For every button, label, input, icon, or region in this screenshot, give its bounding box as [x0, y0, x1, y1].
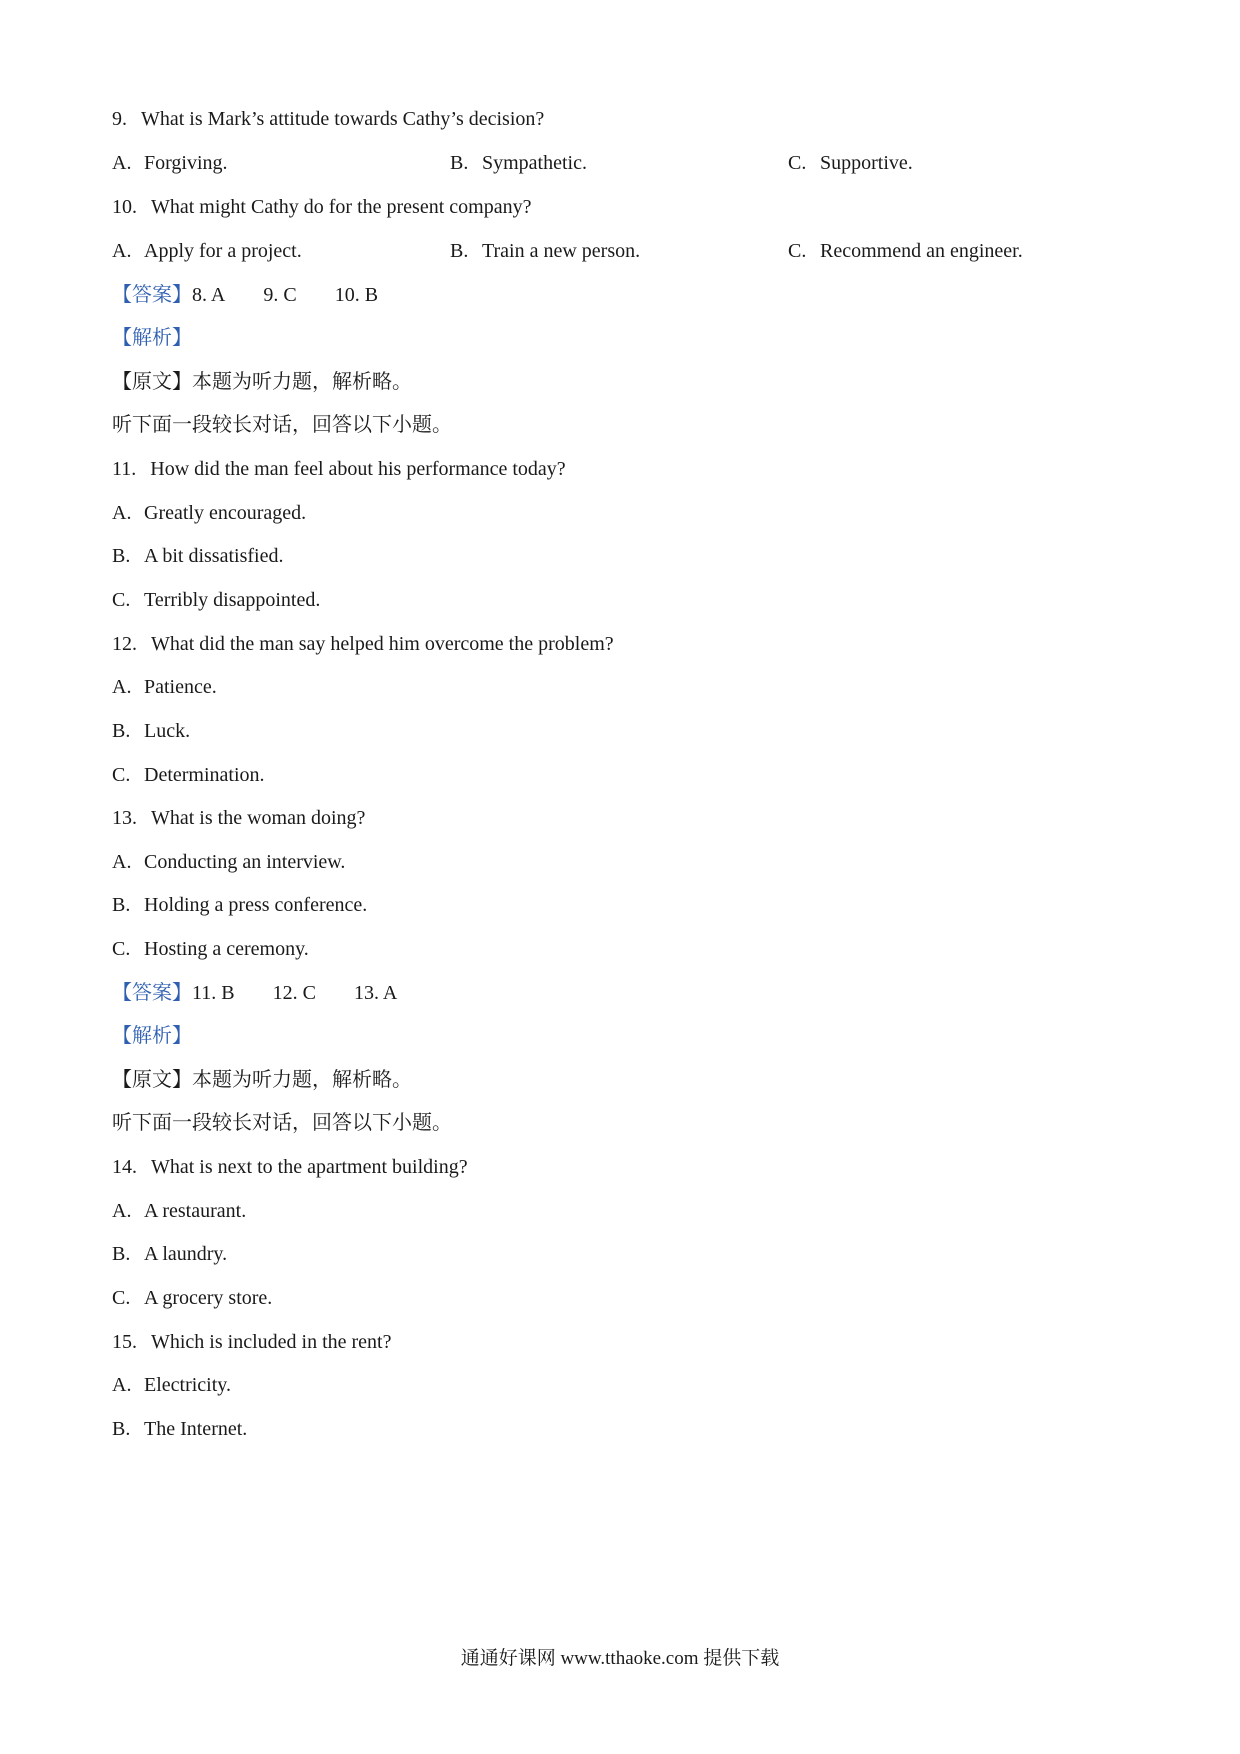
original-label: 【原文】: [112, 1069, 192, 1091]
q13-option-b: B. Holding a press conference.: [112, 894, 368, 916]
page-footer: 通通好课网 www.tthaoke.com 提供下载: [460, 1648, 780, 1669]
q10-option-a: A. Apply for a project.: [112, 240, 302, 262]
answer-label: 【答案】: [112, 284, 192, 306]
question-text: Which is included in the rent?: [151, 1331, 392, 1353]
answer-block-2: [112, 980, 435, 1006]
q14-option-c: C. A grocery store.: [112, 1287, 273, 1309]
question-11: [112, 456, 566, 482]
question-number: 13.: [112, 807, 137, 829]
original-content: 本题为听力题，解析略。: [192, 371, 412, 393]
question-number: 12.: [112, 633, 137, 655]
q9-option-a: A. Forgiving.: [112, 152, 228, 174]
q13-option-a: A. Conducting an interview.: [112, 851, 346, 873]
q15-option-a: A. Electricity.: [112, 1374, 231, 1396]
q9-option-c: C. Supportive.: [788, 152, 913, 174]
q12-option-a: A. Patience.: [112, 676, 217, 698]
question-text: What is the woman doing?: [151, 807, 366, 829]
question-text: What might Cathy do for the present company?: [151, 196, 532, 218]
q10-option-c: C. Recommend an engineer.: [788, 240, 1023, 262]
original-text-1: [112, 369, 412, 395]
question-13: [112, 805, 365, 831]
question-text: What did the man say helped him overcome the problem?: [151, 633, 614, 655]
answer-item: 11. B: [192, 982, 235, 1004]
q12-option-b: B. Luck.: [112, 720, 191, 742]
question-text: How did the man feel about his performance today?: [150, 458, 566, 480]
question-9: [112, 106, 544, 132]
answer-item: 9. C: [263, 284, 297, 306]
original-text-2: [112, 1067, 412, 1093]
original-content: 本题为听力题，解析略。: [192, 1069, 412, 1091]
answer-item: 12. C: [272, 982, 316, 1004]
question-number: 15.: [112, 1331, 137, 1353]
section-intro-3: 听下面一段较长对话，回答以下小题。: [112, 1112, 452, 1134]
question-12: [112, 631, 614, 657]
question-15: [112, 1329, 391, 1355]
section-intro-2: 听下面一段较长对话，回答以下小题。: [112, 414, 452, 436]
original-label: 【原文】: [112, 371, 192, 393]
question-10: [112, 194, 531, 220]
answer-item: 10. B: [334, 284, 379, 306]
question-14: [112, 1154, 468, 1180]
question-number: 11.: [112, 458, 137, 480]
q14-option-a: A. A restaurant.: [112, 1200, 247, 1222]
question-text: What is Mark’s attitude towards Cathy’s decision?: [141, 108, 545, 130]
q14-option-b: B. A laundry.: [112, 1243, 228, 1265]
answer-block-1: [112, 282, 416, 308]
q11-option-c: C. Terribly disappointed.: [112, 589, 321, 611]
q13-option-c: C. Hosting a ceremony.: [112, 938, 309, 960]
analysis-label-2: 【解析】: [112, 1025, 192, 1047]
q12-option-c: C. Determination.: [112, 764, 265, 786]
question-number: 14.: [112, 1156, 137, 1178]
q11-option-b: B. A bit dissatisfied.: [112, 545, 284, 567]
q15-option-b: B. The Internet.: [112, 1418, 248, 1440]
analysis-label-1: 【解析】: [112, 327, 192, 349]
answer-label: 【答案】: [112, 982, 192, 1004]
q9-option-b: B. Sympathetic.: [450, 152, 587, 174]
q11-option-a: A. Greatly encouraged.: [112, 502, 307, 524]
question-text: What is next to the apartment building?: [151, 1156, 468, 1178]
question-number: 10.: [112, 196, 137, 218]
question-number: 9.: [112, 108, 127, 130]
q10-option-b: B. Train a new person.: [450, 240, 641, 262]
answer-item: 13. A: [353, 982, 398, 1004]
answer-item: 8. A: [192, 284, 226, 306]
